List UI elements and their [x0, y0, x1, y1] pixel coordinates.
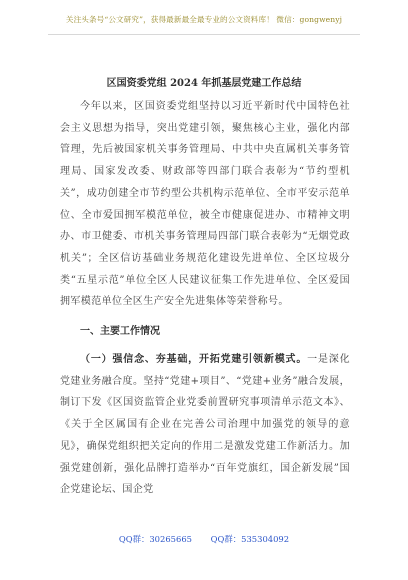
subsection-heading: （一）强信念、夯基础，开拓党建引领新模式。 — [80, 354, 308, 366]
document-body — [60, 96, 350, 501]
header-divider — [48, 34, 360, 35]
footer-qq-group-1: QQ群：30265665 — [118, 534, 192, 544]
subsection-body: 一是深化党建业务融合度。坚持“党建+项目”、“党建+业务”融合发展，制订下发《区国资监管企业党委前置研究事项清单示范文本》、《关于全区属国有企业在完善公司治理中加强党的领导的意见》，确保党组织把关定向的作用二是激发党建工作新活力。加强党建创新，强化品牌打造举办“百年党旗红，国企新发展”国企党建论坛、国企党 — [60, 354, 350, 496]
footer-qq-group-2: QQ群：535304092 — [210, 534, 290, 544]
intro-paragraph: 今年以来，区国资委党组坚持以习近平新时代中国特色社会主义思想为指导，突出党建引领，聚焦核心主业，强化内部管理，先后被国家机关事务管理局、中共中央直属机关事务管理局、国家发改委、财政部等四部门联合表彰为“节约型机关”，成功创建全市节约型公共机构示范单位、全市平安示范单位、全市爱国拥军模范单位，被全市健康促进办、市精神文明办、市卫健委、市机关事务管理局四部门联合表彰为“无烟党政机关”；全区信访基础业务规范化建设先进单位、全区垃圾分类“五星示范”单位全区人民建议征集工作先进单位、全区爱国拥军模范单位全区生产安全先进集体等荣誉称号。 — [60, 101, 350, 308]
document-title: 区国资委党组 2024 年抓基层党建工作总结 — [106, 78, 302, 89]
header-banner: 关注头条号“公文研究”，获得最新最全最专业的公文资料库！ 微信：gongwenyj — [65, 15, 343, 24]
subsection-paragraph — [60, 349, 350, 501]
section-heading: 一、主要工作情况 — [80, 326, 160, 338]
footer-contacts — [0, 533, 408, 545]
